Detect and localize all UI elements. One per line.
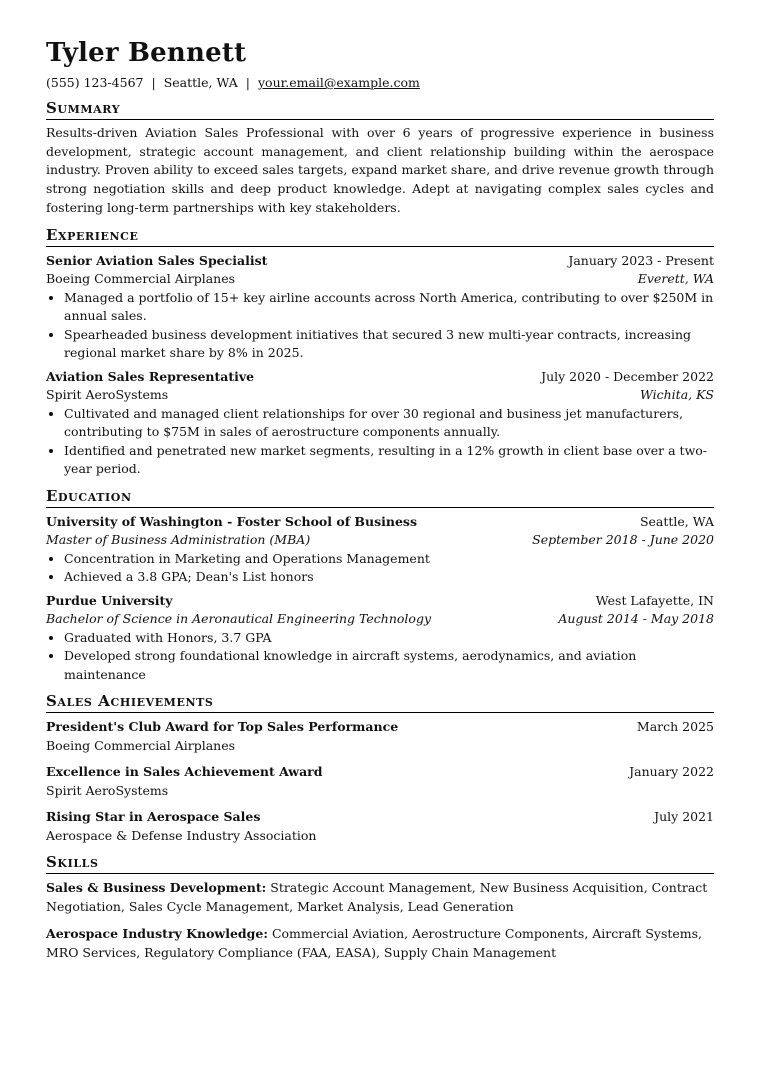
achievement-date: July 2021 xyxy=(654,809,714,825)
achievement-org-row xyxy=(46,827,714,846)
experience-company-row xyxy=(46,270,714,289)
section-heading-education: Education xyxy=(46,487,714,508)
bullet-item: • Graduated with Honors, 3.7 GPA xyxy=(64,629,714,648)
skills-section xyxy=(46,853,714,962)
education-entry xyxy=(46,592,714,685)
experience-section xyxy=(46,226,714,479)
skill-group xyxy=(46,878,714,916)
school-location: West Lafayette, IN xyxy=(595,592,714,608)
contact-line xyxy=(46,74,714,91)
bullet-item: • Cultivated and managed client relationships for over 30 regional and business jet manufacturers, contributing to $75M in sales of aerostructure components annually. xyxy=(64,405,714,442)
job-location: Wichita, KS xyxy=(640,387,714,403)
experience-company-row xyxy=(46,386,714,405)
experience-entry xyxy=(46,252,714,363)
experience-bullets xyxy=(46,405,714,479)
achievement-org: Boeing Commercial Airplanes xyxy=(46,737,236,753)
experience-bullets xyxy=(46,289,714,363)
education-dates: August 2014 - May 2018 xyxy=(558,611,714,627)
education-degree-row xyxy=(46,531,714,550)
achievement-header-row xyxy=(46,718,714,737)
contact-separator: | xyxy=(245,75,250,90)
experience-header-row xyxy=(46,368,714,387)
job-title: Aviation Sales Representative xyxy=(46,368,255,384)
education-bullets xyxy=(46,629,714,685)
achievement-org-row xyxy=(46,782,714,801)
school-name: University of Washington - Foster School of Business xyxy=(46,513,417,529)
school-name: Purdue University xyxy=(46,592,173,608)
bullet-item: • Managed a portfolio of 15+ key airline accounts across North America, contributing to over $250M in annual sales. xyxy=(64,289,714,326)
section-heading-experience: Experience xyxy=(46,226,714,247)
bullet-item: • Spearheaded business development initiatives that secured 3 new multi-year contracts, increasing regional market share by 8% in 2025. xyxy=(64,326,714,363)
summary-text: Results-driven Aviation Sales Professional with over 6 years of progressive experience in business development, strategic account management, and client relationship building within the aerospace industry. Proven ability to exceed sales targets, expand market share, and drive revenue growth through strong negotiation skills and deep product knowledge. Adept at navigating complex sales cycles and fostering long-term partnerships with key stakeholders. xyxy=(46,125,714,215)
achievement-date: January 2022 xyxy=(629,764,714,780)
education-section xyxy=(46,487,714,685)
phone-number: (555) 123-4567 xyxy=(46,75,144,90)
experience-entry xyxy=(46,368,714,479)
email-link[interactable]: your.email@example.com xyxy=(257,75,420,90)
company-name: Spirit AeroSystems xyxy=(46,387,169,403)
skill-group-label: Sales & Business Development: xyxy=(46,880,267,896)
job-dates: January 2023 - Present xyxy=(568,252,714,268)
achievement-header-row xyxy=(46,808,714,827)
skill-group xyxy=(46,924,714,962)
achievement-date: March 2025 xyxy=(636,719,714,735)
experience-header-row xyxy=(46,252,714,271)
achievement-org: Aerospace & Defense Industry Association xyxy=(46,827,317,843)
achievement-entry xyxy=(46,763,714,800)
degree-name: Bachelor of Science in Aeronautical Engineering Technology xyxy=(46,611,432,627)
job-title: Senior Aviation Sales Specialist xyxy=(46,252,268,268)
education-header-row xyxy=(46,592,714,611)
education-bullets xyxy=(46,550,714,587)
section-heading-summary: Summary xyxy=(46,99,714,120)
candidate-name: Tyler Bennett xyxy=(46,38,247,68)
section-heading-achievements: Sales Achievements xyxy=(46,692,714,713)
education-entry xyxy=(46,513,714,587)
skill-group-items: Commercial Aviation, Aerostructure Components, Aircraft Systems, MRO Services, Regulatory Compliance (FAA, EASA), Supply Chain Management xyxy=(46,926,703,961)
achievement-header-row xyxy=(46,763,714,782)
summary-section xyxy=(46,99,714,218)
education-degree-row xyxy=(46,610,714,629)
achievement-title: President's Club Award for Top Sales Performance xyxy=(46,719,399,735)
company-name: Boeing Commercial Airplanes xyxy=(46,271,236,287)
location: Seattle, WA xyxy=(163,75,238,90)
achievement-title: Excellence in Sales Achievement Award xyxy=(46,764,323,780)
achievement-org-row xyxy=(46,737,714,756)
bullet-item: • Developed strong foundational knowledge in aircraft systems, aerodynamics, and aviation maintenance xyxy=(64,647,714,684)
bullet-item: • Achieved a 3.8 GPA; Dean's List honors xyxy=(64,568,714,587)
school-location: Seattle, WA xyxy=(639,513,714,529)
skill-group-items: Strategic Account Management, New Business Acquisition, Contract Negotiation, Sales Cycle Management, Market Analysis, Lead Generation xyxy=(46,880,708,915)
job-dates: July 2020 - December 2022 xyxy=(541,368,714,384)
achievement-entry xyxy=(46,808,714,845)
achievement-entry xyxy=(46,718,714,755)
bullet-item: • Identified and penetrated new market segments, resulting in a 12% growth in client base over a two-year period. xyxy=(64,442,714,479)
skill-group-label: Aerospace Industry Knowledge: xyxy=(46,926,268,942)
achievements-section xyxy=(46,692,714,845)
achievement-org: Spirit AeroSystems xyxy=(46,782,169,798)
contact-separator: | xyxy=(151,75,156,90)
achievement-title: Rising Star in Aerospace Sales xyxy=(46,809,261,825)
education-header-row xyxy=(46,513,714,532)
bullet-item: • Concentration in Marketing and Operations Management xyxy=(64,550,714,569)
job-location: Everett, WA xyxy=(637,271,714,287)
degree-name: Master of Business Administration (MBA) xyxy=(46,532,311,548)
section-heading-skills: Skills xyxy=(46,853,714,874)
education-dates: September 2018 - June 2020 xyxy=(532,532,714,548)
